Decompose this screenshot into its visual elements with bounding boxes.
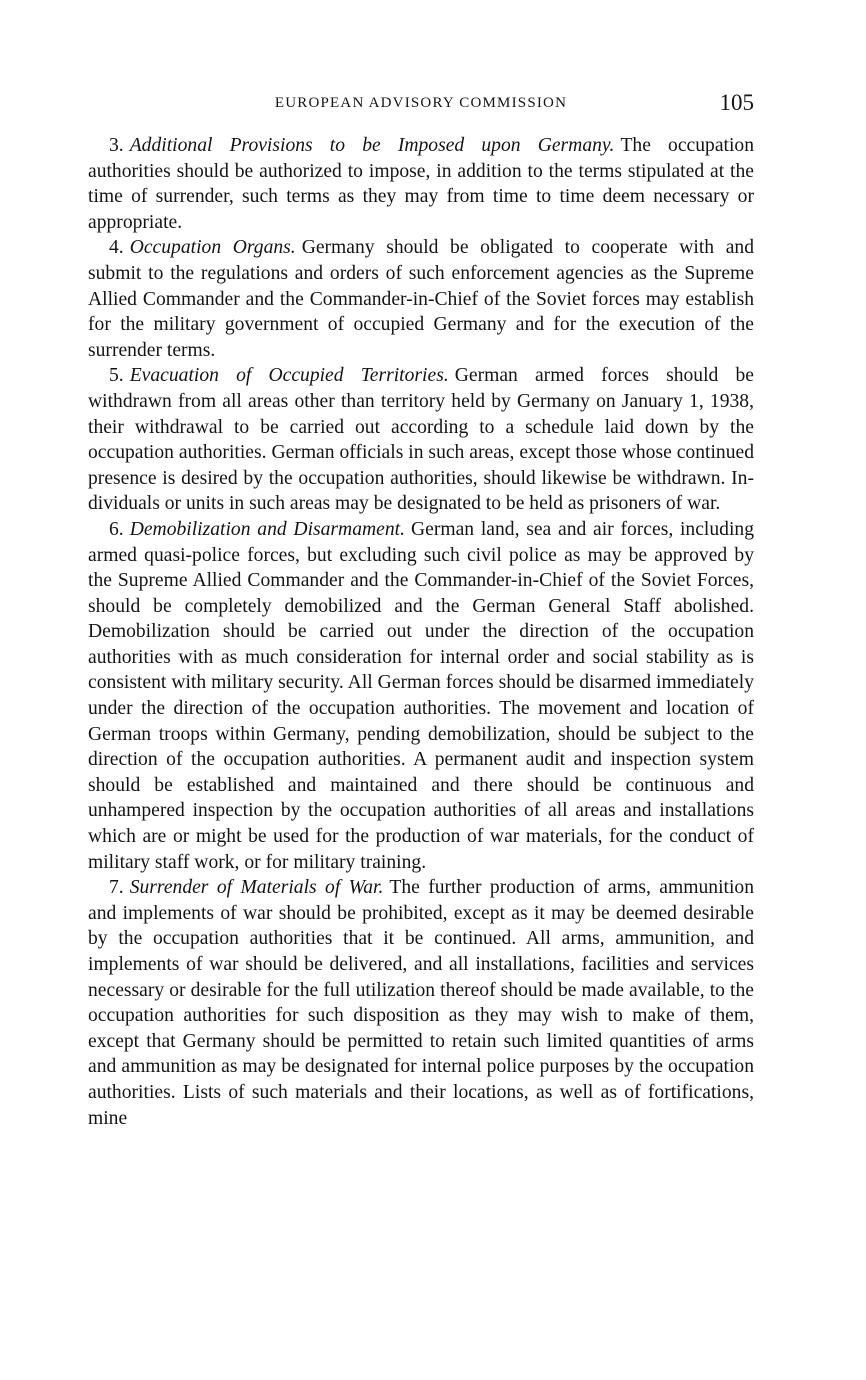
paragraph-demobilization bbox=[88, 517, 754, 875]
paragraph-text: German land, sea and air forces, including armed quasi-police forces, but excluding such civil police as may be approved by the Supreme Allied Commander and the Commander-in-Chief of the Soviet Forces, should be completely demobilized and the German General Staff abolished. Demobilization should be carried out under the direction of the occupation authorities with as much consideration for internal order and social stability as is consistent with military security. All German forces should be disarmed immediately under the direction of the occupation authorities. The movement and location of German troops within Germany, pending demobilization, should be subject to the direction of the occupation authorities. A permanent audit and inspection system should be established and maintained and there should be continuous and unhampered inspection by the occupation authorities of all areas and installations which are or might be used for the production of war materials, for the conduct of military staff work, or for military training. bbox=[88, 518, 754, 873]
paragraph-heading: Demobilization and Disarmament. bbox=[129, 518, 405, 540]
paragraph-number: 3. bbox=[109, 135, 124, 156]
paragraph-occupation-organs bbox=[88, 235, 754, 363]
paragraph-text: The further production of arms, ammunition and implements of war should be prohibited, except as it may be deemed desirable by the occupation authorities that it be continued. All arms, ammunition, and implements of war should be delivered, and all installations, facilities and services necessary or desirable for the full utilization thereof should be made available, to the occupation authorities for such disposition as they may wish to make of them, except that Germany should be permitted to retain such limited quantities of arms and ammunition as may be designated for internal police purposes by the occupation authorities. Lists of such materials and their locations, as well as of fortifications, mine bbox=[88, 877, 754, 1129]
paragraph-heading: Surrender of Materials of War. bbox=[129, 877, 384, 899]
paragraph-heading: Additional Provisions to be Imposed upon Germany. bbox=[129, 135, 615, 156]
body-text bbox=[88, 133, 754, 1131]
paragraph-surrender-of-materials bbox=[88, 875, 754, 1131]
paragraph-number: 6. bbox=[109, 518, 124, 540]
paragraph-number: 7. bbox=[109, 877, 124, 899]
paragraph-heading: Evacuation of Occupied Territories. bbox=[129, 365, 449, 387]
paragraph-text: German armed forces should be withdrawn from all areas other than territory held by Germany on January 1, 1938, their withdrawal to be carried out according to a schedule laid down by the occupation authorities. German officials in such areas, except those whose continued presence is desired by the occupation authorities, should likewise be withdrawn. Individuals or units in such areas may be designated to be held as prisoners of war. bbox=[88, 365, 754, 515]
paragraph-number: 4. bbox=[109, 237, 124, 259]
paragraph-evacuation bbox=[88, 363, 754, 517]
page-number: 105 bbox=[719, 90, 754, 115]
running-title: EUROPEAN ADVISORY COMMISSION bbox=[274, 95, 568, 111]
paragraph-text: Germany should be obligated to cooperate with and submit to the regulations and orders of such enforcement agencies as the Supreme Allied Commander and the Commander-in-Chief of the Soviet forces may establish for the military government of occupied Germany and for the execution of the surrender terms. bbox=[88, 237, 754, 361]
paragraph-number: 5. bbox=[109, 365, 124, 387]
paragraph-additional-provisions bbox=[88, 133, 754, 235]
paragraph-text: The occupation authorities should be authorized to impose, in addition to the terms stipulated at the time of surrender, such terms as they may from time to time deem necessary or appropriate. bbox=[88, 135, 755, 233]
page-header bbox=[88, 90, 754, 120]
paragraph-heading: Occupation Organs. bbox=[129, 237, 296, 259]
